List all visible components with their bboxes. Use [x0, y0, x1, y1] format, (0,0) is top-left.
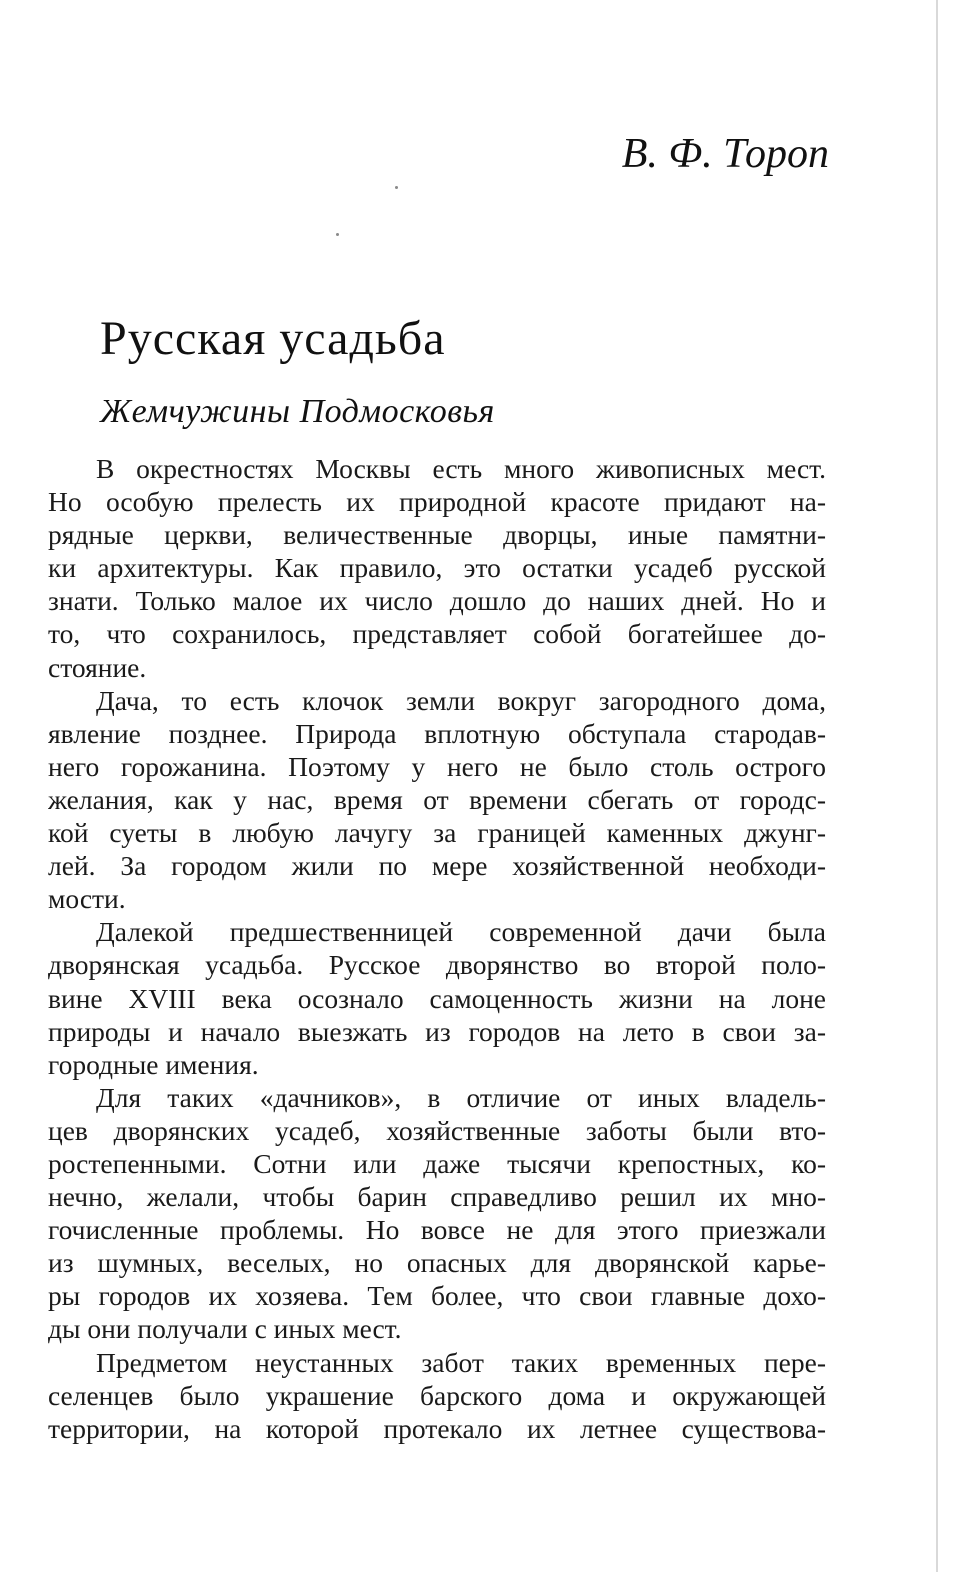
- text-line: территории, на которой протекало их летнее существова-: [48, 1412, 826, 1444]
- text-line: мости.: [48, 883, 126, 915]
- text-line: него горожанина. Поэтому у него не было столь острого: [48, 750, 826, 782]
- text-line: цев дворянских усадеб, хозяйственные заботы были вто-: [48, 1114, 826, 1146]
- text-line: Но особую прелесть их природной красоте придают на-: [48, 486, 826, 518]
- text-line: Далекой предшественницей современной дачи была: [96, 916, 826, 948]
- text-line: гочисленные проблемы. Но вовсе не для этого приезжали: [48, 1214, 826, 1246]
- chapter-title: Русская усадьба: [100, 312, 446, 365]
- text-line: то, что сохранилось, представляет собой богатейшее до-: [48, 618, 826, 650]
- text-line: ры городов их хозяева. Тем более, что свои главные дохо-: [48, 1280, 826, 1312]
- scan-speck: [395, 186, 398, 189]
- text-line: знати. Только малое их число дошло до наших дней. Но и: [48, 585, 826, 617]
- text-line: желания, как у нас, время от времени сбегать от городс-: [48, 783, 826, 815]
- text-line: Предметом неустанных забот таких временных пере-: [96, 1346, 826, 1378]
- text-line: ды они получали с иных мест.: [48, 1313, 402, 1345]
- text-line: городные имения.: [48, 1048, 259, 1080]
- author-name: В. Ф. Тороп: [621, 131, 829, 177]
- text-line: лей. За городом жили по мере хозяйственной необходи-: [48, 850, 826, 882]
- text-line: ростепенными. Сотни или даже тысячи крепостных, ко-: [48, 1147, 826, 1179]
- body-text: [48, 452, 826, 1445]
- text-line: дворянская усадьба. Русское дворянство во второй поло-: [48, 949, 826, 981]
- text-line: рядные церкви, величественные дворцы, иные памятни-: [48, 519, 826, 551]
- scan-speck: [336, 233, 339, 236]
- text-line: стояние.: [48, 651, 147, 683]
- text-line: нечно, желали, чтобы барин справедливо решил их мно-: [48, 1181, 826, 1213]
- text-line: из шумных, веселых, но опасных для дворянской карье-: [48, 1247, 826, 1279]
- text-line: вине XVIII века осознало самоценность жизни на лоне: [48, 982, 826, 1014]
- text-line: явление позднее. Природа вплотную обступала стародав-: [48, 717, 826, 749]
- text-line: природы и начало выезжать из городов на лето в свои за-: [48, 1015, 826, 1047]
- text-line: кой суеты в любую лачугу за границей каменных джунг-: [48, 817, 826, 849]
- chapter-subtitle: Жемчужины Подмосковья: [100, 393, 495, 430]
- text-line: Дача, то есть клочок земли вокруг загородного дома,: [96, 684, 826, 716]
- page-edge-rule: [936, 0, 938, 1572]
- text-line: Для таких «дачников», в отличие от иных владель-: [96, 1081, 826, 1113]
- text-line: В окрестностях Москвы есть много живописных мест.: [96, 453, 826, 484]
- text-line: ки архитектуры. Как правило, это остатки усадеб русской: [48, 552, 826, 584]
- text-line: селенцев было украшение барского дома и окружающей: [48, 1379, 826, 1411]
